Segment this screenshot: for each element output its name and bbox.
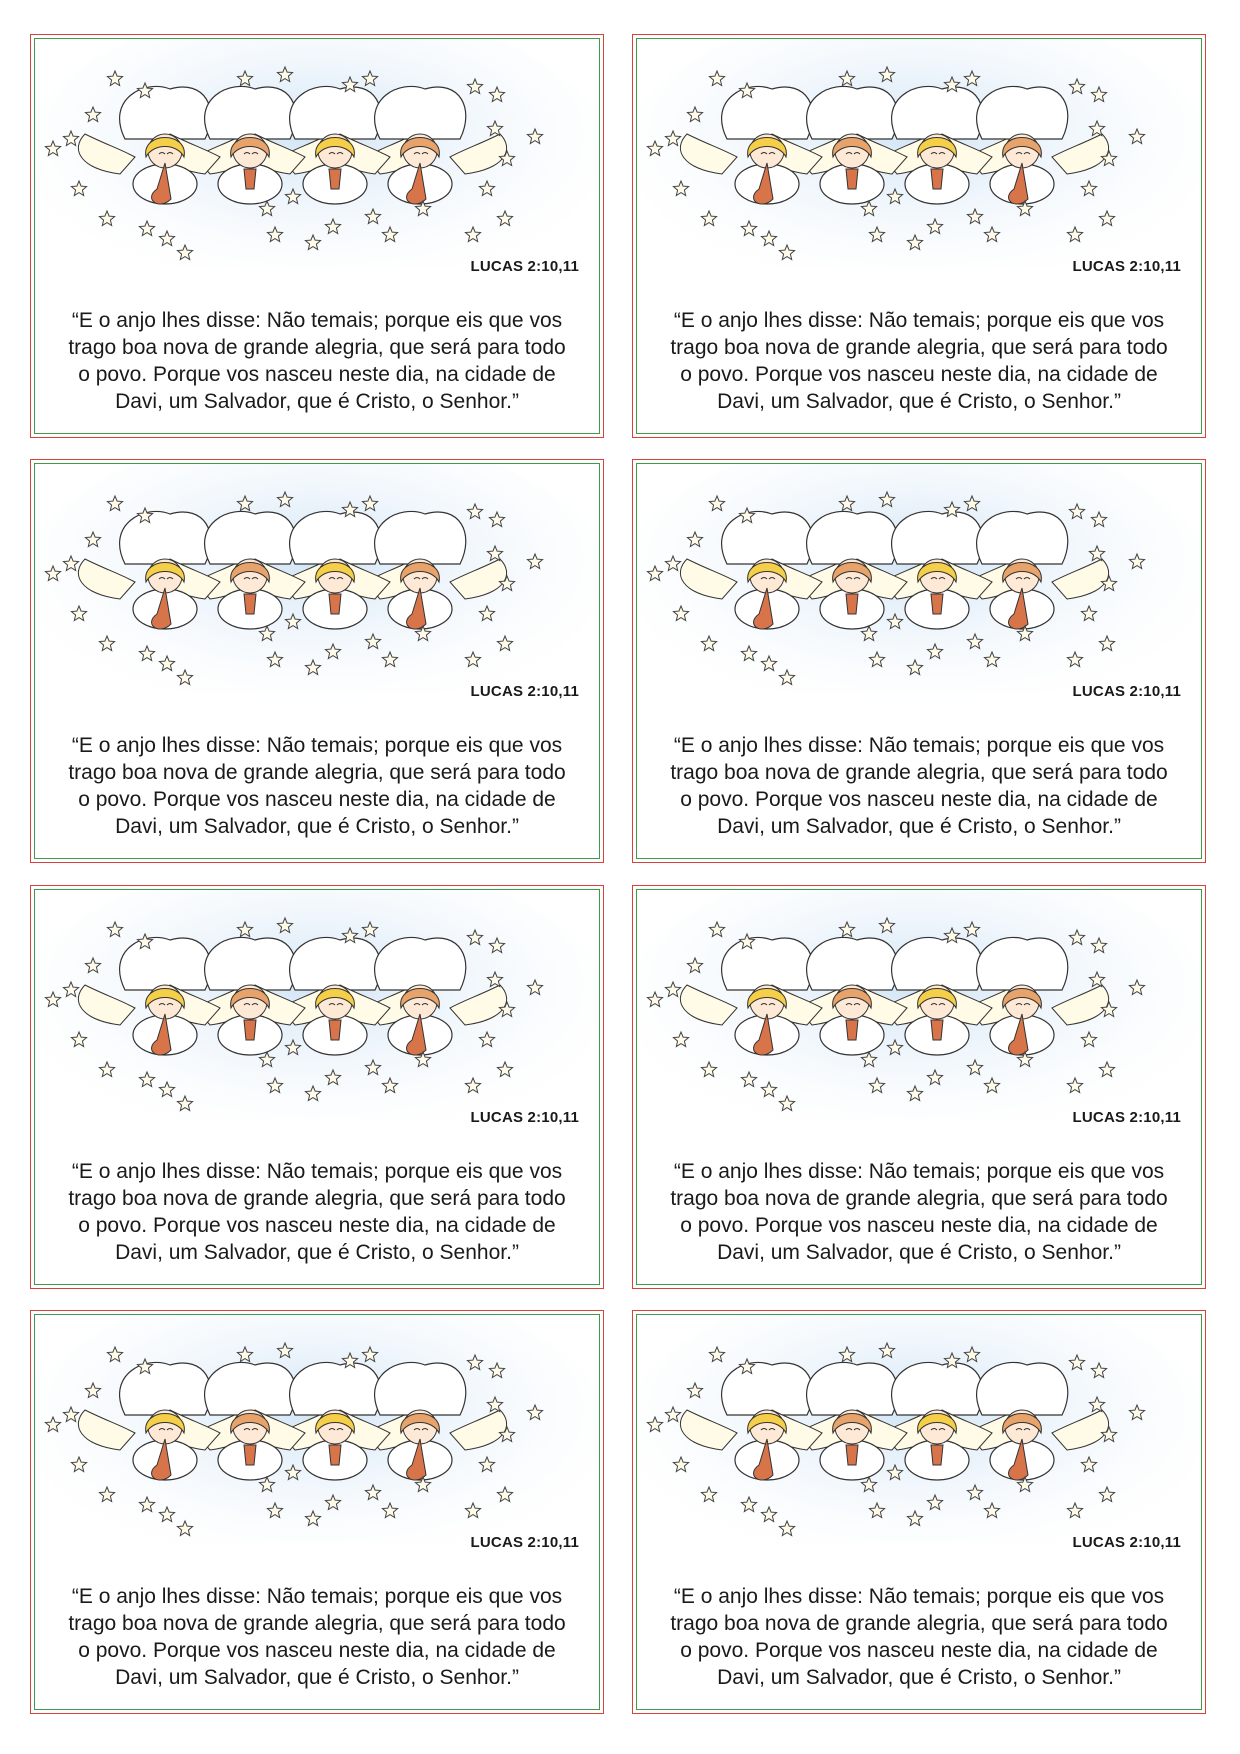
- verse-text: “E o anjo lhes disse: Não temais; porque eis que vos trago boa nova de grande alegria, que será para todo o povo. Porque vos nasceu neste dia, na cidade de Davi, um Salvador, que é Cristo, o Senhor.”: [670, 1160, 1168, 1264]
- verse-card: [30, 459, 604, 863]
- bible-reference: LUCAS 2:10,11: [1072, 1109, 1181, 1126]
- angels-illustration: [637, 890, 1202, 1120]
- angels-svg: [637, 1315, 1202, 1545]
- verse-card: [30, 34, 604, 438]
- verse-card: [632, 34, 1206, 438]
- angels-illustration: [35, 464, 600, 694]
- angels-svg: [35, 890, 600, 1120]
- bible-reference: LUCAS 2:10,11: [470, 683, 579, 700]
- card-inner-border: [34, 38, 600, 434]
- bible-reference: LUCAS 2:10,11: [1072, 258, 1181, 275]
- bible-reference: LUCAS 2:10,11: [1072, 683, 1181, 700]
- angels-svg: [637, 890, 1202, 1120]
- verse-text: “E o anjo lhes disse: Não temais; porque eis que vos trago boa nova de grande alegria, que será para todo o povo. Porque vos nasceu neste dia, na cidade de Davi, um Salvador, que é Cristo, o Senhor.”: [670, 1585, 1168, 1689]
- angels-svg: [35, 1315, 600, 1545]
- angels-illustration: [35, 890, 600, 1120]
- verse-text: “E o anjo lhes disse: Não temais; porque eis que vos trago boa nova de grande alegria, que será para todo o povo. Porque vos nasceu neste dia, na cidade de Davi, um Salvador, que é Cristo, o Senhor.”: [68, 1160, 566, 1264]
- verse-text: “E o anjo lhes disse: Não temais; porque eis que vos trago boa nova de grande alegria, que será para todo o povo. Porque vos nasceu neste dia, na cidade de Davi, um Salvador, que é Cristo, o Senhor.”: [68, 1585, 566, 1689]
- angels-svg: [637, 464, 1202, 694]
- bible-reference: LUCAS 2:10,11: [470, 1109, 579, 1126]
- card-inner-border: [34, 889, 600, 1285]
- card-inner-border: [34, 1314, 600, 1710]
- angels-svg: [35, 464, 600, 694]
- verse-text: “E o anjo lhes disse: Não temais; porque eis que vos trago boa nova de grande alegria, que será para todo o povo. Porque vos nasceu neste dia, na cidade de Davi, um Salvador, que é Cristo, o Senhor.”: [670, 309, 1168, 413]
- bible-reference: LUCAS 2:10,11: [470, 1534, 579, 1551]
- verse-card: [632, 1310, 1206, 1714]
- angels-illustration: [637, 464, 1202, 694]
- verse-text: “E o anjo lhes disse: Não temais; porque eis que vos trago boa nova de grande alegria, que será para todo o povo. Porque vos nasceu neste dia, na cidade de Davi, um Salvador, que é Cristo, o Senhor.”: [68, 734, 566, 838]
- bible-reference: LUCAS 2:10,11: [470, 258, 579, 275]
- card-inner-border: [636, 463, 1202, 859]
- verse-card: [30, 885, 604, 1289]
- verse-card: [30, 1310, 604, 1714]
- angels-illustration: [637, 1315, 1202, 1545]
- bible-reference: LUCAS 2:10,11: [1072, 1534, 1181, 1551]
- angels-illustration: [35, 1315, 600, 1545]
- angels-illustration: [35, 39, 600, 269]
- angels-illustration: [637, 39, 1202, 269]
- angels-svg: [35, 39, 600, 269]
- card-inner-border: [34, 463, 600, 859]
- card-inner-border: [636, 889, 1202, 1285]
- verse-card: [632, 885, 1206, 1289]
- verse-card: [632, 459, 1206, 863]
- verse-text: “E o anjo lhes disse: Não temais; porque eis que vos trago boa nova de grande alegria, que será para todo o povo. Porque vos nasceu neste dia, na cidade de Davi, um Salvador, que é Cristo, o Senhor.”: [68, 309, 566, 413]
- verse-text: “E o anjo lhes disse: Não temais; porque eis que vos trago boa nova de grande alegria, que será para todo o povo. Porque vos nasceu neste dia, na cidade de Davi, um Salvador, que é Cristo, o Senhor.”: [670, 734, 1168, 838]
- angels-svg: [637, 39, 1202, 269]
- card-inner-border: [636, 1314, 1202, 1710]
- card-inner-border: [636, 38, 1202, 434]
